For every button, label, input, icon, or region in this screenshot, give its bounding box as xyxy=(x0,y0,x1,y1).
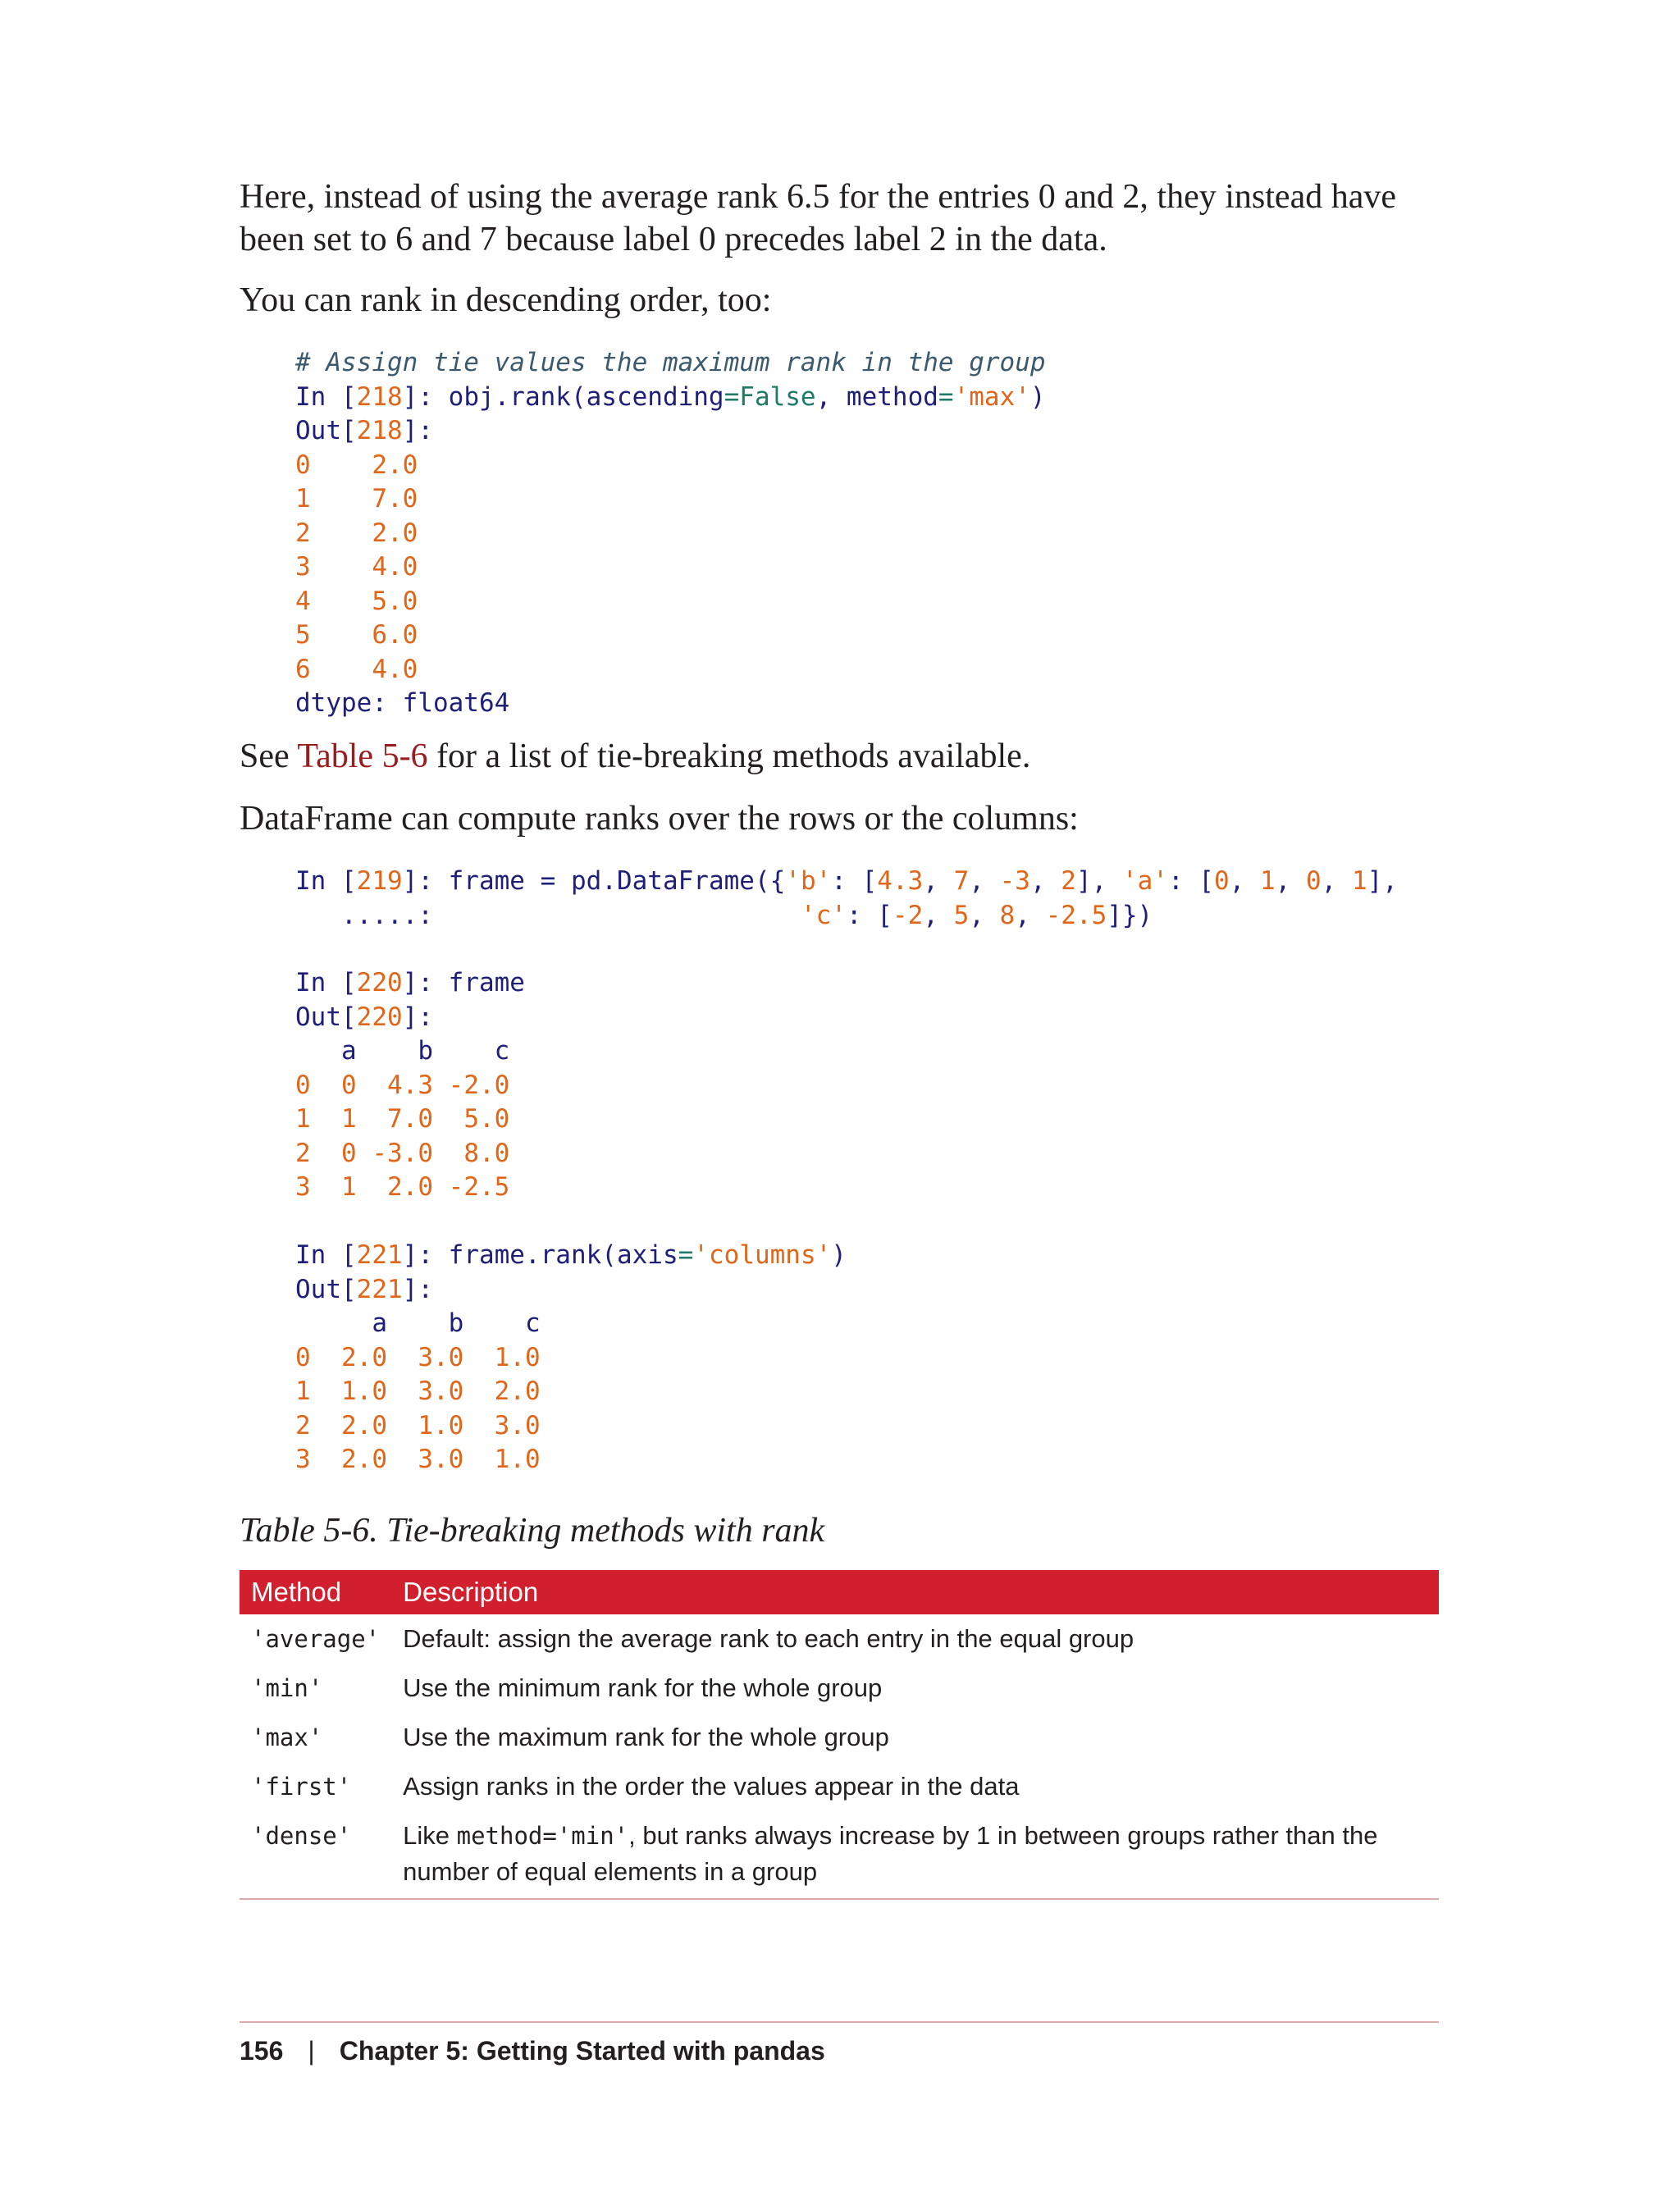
table-header-row xyxy=(240,1570,1439,1614)
header-method: Method xyxy=(240,1570,391,1614)
table-row xyxy=(240,1713,1439,1762)
chapter-title: Chapter 5: Getting Started with pandas xyxy=(339,2036,825,2066)
footer-separator: | xyxy=(308,2036,315,2066)
method-cell: 'min' xyxy=(251,1674,323,1702)
description-cell: Use the minimum rank for the whole group xyxy=(403,1673,883,1702)
method-cell: 'average' xyxy=(251,1625,381,1653)
table-5-6-link[interactable]: Table 5-6 xyxy=(297,737,428,775)
description-cell: Use the maximum rank for the whole group xyxy=(403,1723,889,1751)
tie-breaking-methods-table xyxy=(240,1570,1439,1900)
method-cell: 'dense' xyxy=(240,1811,391,1899)
table-caption: Table 5-6. Tie-breaking methods with rank xyxy=(240,1512,825,1550)
description-cell: Default: assign the average rank to each entry in the equal group xyxy=(403,1624,1134,1653)
paragraph-descending-intro: You can rank in descending order, too: xyxy=(240,281,772,319)
page-footer xyxy=(240,2033,825,2069)
paragraph-dataframe-ranks: DataFrame can compute ranks over the rows or the columns: xyxy=(240,800,1079,838)
code-block-frame-output: In [220]: frame Out[220]: a b c 0 0 4.3 -2.0 1 1 7.0 5.0 2 0 -3.0 8.0 3 1 2.0 -2.5 xyxy=(295,968,525,1202)
table-row xyxy=(240,1811,1439,1899)
table-row xyxy=(240,1614,1439,1664)
paragraph-see-table: See Table 5-6 for a list of tie-breaking methods available. xyxy=(240,737,1031,775)
description-cell: Like method='min', but ranks always increase by 1 in between groups rather than the number of equal elements in a group xyxy=(391,1811,1439,1899)
page-number: 156 xyxy=(240,2036,284,2066)
code-comment: # Assign tie values the maximum rank in the group xyxy=(295,348,1046,377)
footer-divider xyxy=(240,2021,1439,2023)
header-description: Description xyxy=(391,1570,1439,1614)
code-block-rank-columns: In [221]: frame.rank(axis='columns') Out[221]: a b c 0 2.0 3.0 1.0 1 1.0 3.0 2.0 2 2.0 1.0 3.0 3 2.0 3.0 1.0 xyxy=(295,1240,847,1474)
table-row xyxy=(240,1762,1439,1811)
paragraph-tie-explanation: Here, instead of using the average rank 6.5 for the entries 0 and 2, they instead have been set to 6 and 7 because label 0 precedes label 2 in the data. xyxy=(240,178,1396,258)
description-cell: Assign ranks in the order the values appear in the data xyxy=(403,1772,1020,1801)
method-cell: 'first' xyxy=(251,1773,352,1801)
code-block-dataframe-create: In [219]: frame = pd.DataFrame({'b': [4.3, 7, -3, 2], 'a': [0, 1, 0, 1], .....: 'c': [-2, 5, 8, -2.5]}) xyxy=(295,866,1398,930)
method-cell: 'max' xyxy=(251,1723,323,1751)
table-row xyxy=(240,1664,1439,1713)
code-block-rank-descending: # Assign tie values the maximum rank in the group In [218]: obj.rank(ascending=False, method='max') Out[218]: 0 2.0 1 7.0 2 2.0 3 4.0 4 5.0 5 6.0 6 4.0 dtype: float64 xyxy=(295,348,1046,718)
